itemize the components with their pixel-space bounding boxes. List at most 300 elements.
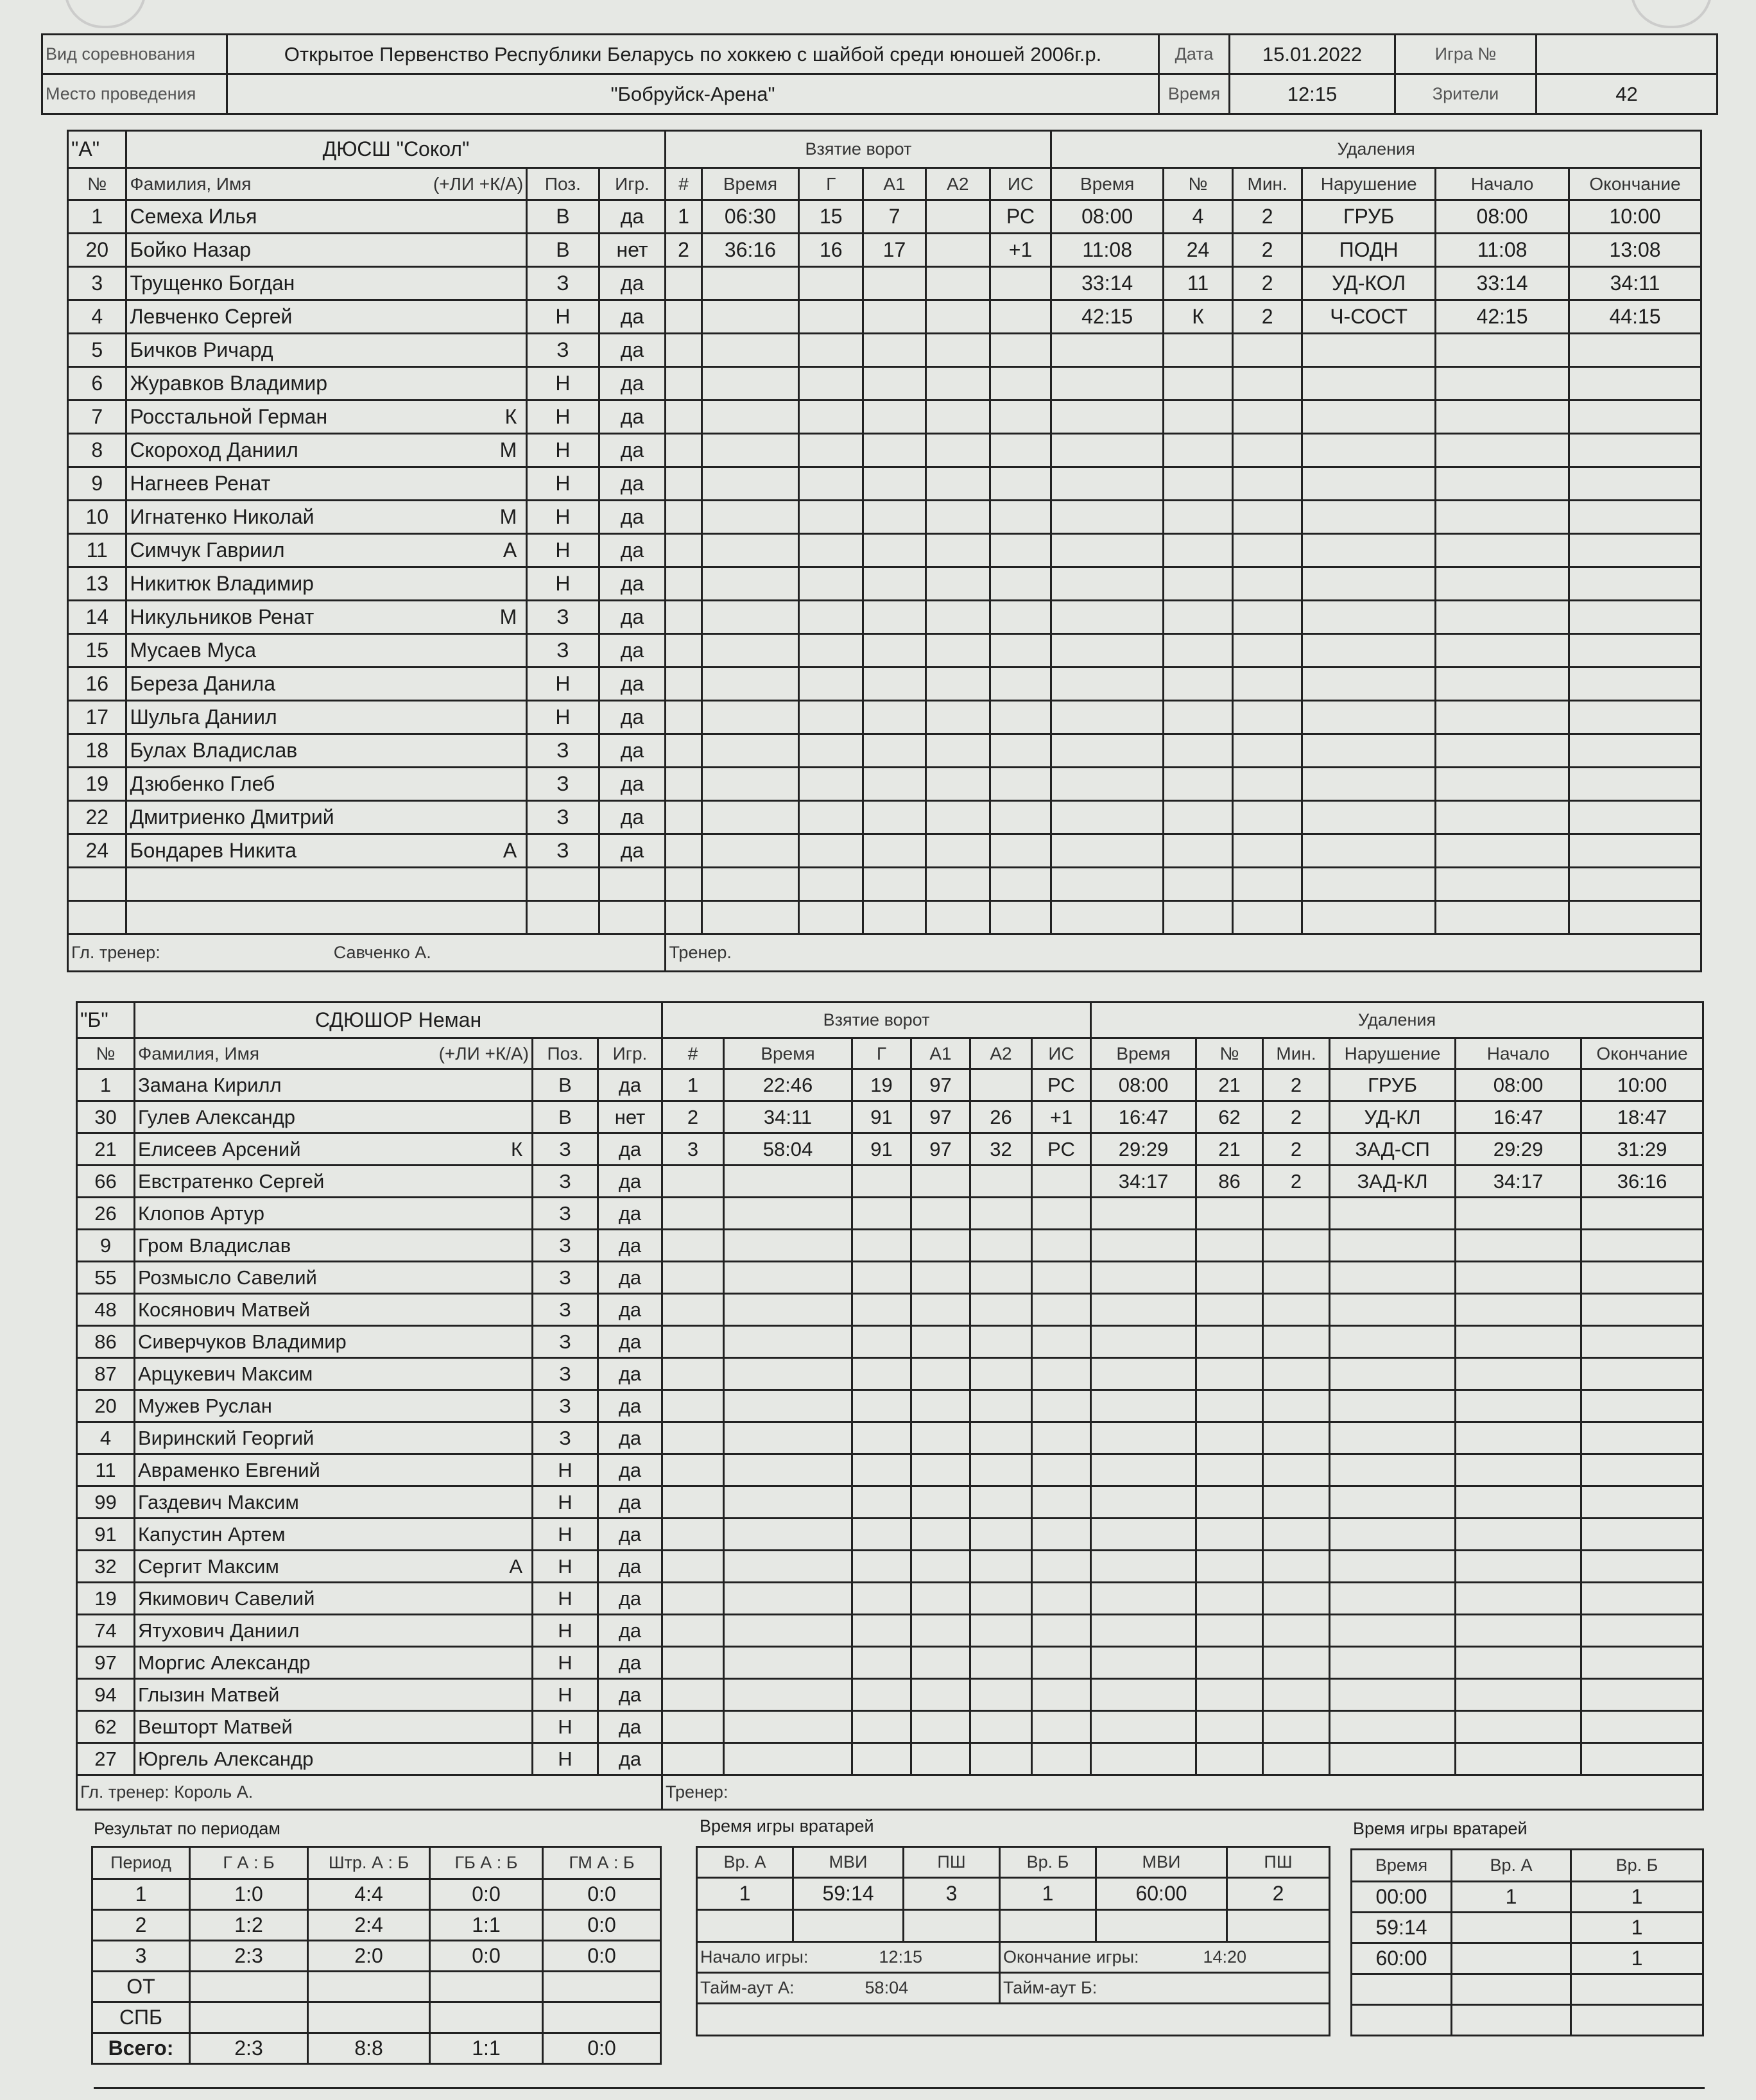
empty-cell [863, 834, 926, 868]
pen-time-header: Время [1091, 1038, 1196, 1069]
empty-cell [1352, 2005, 1452, 2036]
period-value: 1:1 [430, 2033, 543, 2064]
player-plays: да [598, 1711, 662, 1743]
player-number: 30 [77, 1101, 135, 1133]
empty-cell [724, 1358, 852, 1390]
empty-cell [1581, 1198, 1703, 1230]
empty-cell [1436, 634, 1569, 667]
empty-cell [1569, 768, 1701, 801]
table-row [1352, 1913, 1703, 1943]
pen-end-header: Окончание [1581, 1038, 1703, 1069]
empty-cell [990, 601, 1051, 634]
player-name: Шульга Даниил [130, 705, 277, 728]
empty-cell [863, 634, 926, 667]
player-name: Росстальной Герман [130, 405, 328, 428]
player-name-cell [126, 334, 527, 367]
empty-cell [1263, 1519, 1330, 1551]
penalty-start: 42:15 [1436, 300, 1569, 334]
penalty-start: 34:17 [1456, 1166, 1581, 1198]
player-position: Н [527, 534, 599, 567]
penalty-no: 24 [1163, 234, 1232, 267]
table-row [92, 2002, 661, 2033]
empty-cell [911, 1326, 970, 1358]
player-number: 14 [68, 601, 126, 634]
table-row [77, 1615, 1703, 1647]
empty-cell [1233, 667, 1302, 701]
player-number: 1 [68, 200, 126, 234]
empty-cell [1091, 1711, 1196, 1743]
player-position: Н [533, 1615, 598, 1647]
empty-cell [1051, 434, 1164, 467]
empty-cell [799, 567, 863, 601]
empty-cell [1569, 434, 1701, 467]
player-number: 66 [77, 1166, 135, 1198]
team-b-name: СДЮШОР Неман [135, 1003, 662, 1038]
goal-is: +1 [990, 234, 1051, 267]
player-position: Н [527, 367, 599, 400]
timeout-b-cell [1000, 1973, 1330, 2004]
empty-cell [911, 1262, 970, 1294]
player-plays: да [598, 1519, 662, 1551]
empty-cell [1330, 1743, 1456, 1775]
empty-cell [852, 1294, 911, 1326]
table-row [77, 1133, 1703, 1166]
empty-cell [1263, 1679, 1330, 1711]
empty-cell [1032, 1519, 1091, 1551]
col-play-header: Игр. [598, 1038, 662, 1069]
pen-end-header: Окончание [1569, 168, 1701, 200]
player-plays: да [599, 400, 666, 434]
empty-cell [1302, 434, 1436, 467]
empty-cell [925, 701, 990, 734]
col-name-label: Фамилия, Имя [138, 1043, 259, 1063]
empty-cell [799, 901, 863, 934]
player-name-cell [135, 1390, 533, 1422]
player-position: Н [533, 1647, 598, 1679]
player-name: Бойко Назар [130, 238, 252, 261]
goal-a2-header: А2 [970, 1038, 1032, 1069]
table-row [68, 801, 1701, 834]
penalty-time: 16:47 [1091, 1101, 1196, 1133]
empty-cell [911, 1711, 970, 1743]
pen-no-header: № [1163, 168, 1232, 200]
period-label: СПБ [92, 2002, 190, 2033]
player-plays: нет [598, 1101, 662, 1133]
empty-cell [1456, 1262, 1581, 1294]
empty-cell [1032, 1583, 1091, 1615]
team-a-name: ДЮСШ "Сокол" [126, 131, 666, 168]
player-position: З [533, 1390, 598, 1422]
periods-header-cell: ГМ А : Б [543, 1847, 661, 1879]
goal-scorer-header: Г [799, 168, 863, 200]
empty-cell [799, 734, 863, 768]
penalty-no: 86 [1196, 1166, 1263, 1198]
empty-cell [1302, 367, 1436, 400]
player-name: Левченко Сергей [130, 305, 293, 328]
penalty-time: 08:00 [1091, 1069, 1196, 1101]
penalty-infr: ГРУБ [1302, 200, 1436, 234]
table-row [77, 1294, 1703, 1326]
empty-cell [1330, 1551, 1456, 1583]
table-row [68, 768, 1701, 801]
empty-cell [1436, 701, 1569, 734]
empty-cell [662, 1583, 724, 1615]
team-a-head-coach-name: Савченко А. [333, 943, 431, 962]
table-row [77, 1647, 1703, 1679]
empty-cell [1456, 1326, 1581, 1358]
player-number: 74 [77, 1615, 135, 1647]
empty-cell [990, 467, 1051, 501]
empty-cell [970, 1583, 1032, 1615]
empty-cell [1452, 1974, 1571, 2005]
game-no-value [1536, 35, 1717, 74]
player-plays: да [599, 467, 666, 501]
player-plays: да [598, 1679, 662, 1711]
empty-cell [1263, 1454, 1330, 1486]
player-name: Моргис Александр [138, 1651, 311, 1674]
empty-cell [990, 634, 1051, 667]
empty-cell [1196, 1647, 1263, 1679]
penalty-infr: Ч-СОСТ [1302, 300, 1436, 334]
goalie-times-value: 60:00 [1352, 1943, 1452, 1974]
empty-cell [1581, 1390, 1703, 1422]
player-name: Авраменко Евгений [138, 1458, 320, 1481]
table-row [68, 334, 1701, 367]
table-row [68, 534, 1701, 567]
empty-cell [799, 434, 863, 467]
empty-cell [1581, 1679, 1703, 1711]
player-number: 20 [68, 234, 126, 267]
empty-cell [1436, 667, 1569, 701]
empty-cell [799, 534, 863, 567]
empty-cell [1091, 1230, 1196, 1262]
team-a-table [67, 130, 1702, 972]
team-a-coach-cell [68, 934, 666, 972]
goal-g: 19 [852, 1069, 911, 1101]
player-plays: да [599, 501, 666, 534]
empty-cell [1581, 1519, 1703, 1551]
player-position: З [533, 1326, 598, 1358]
empty-cell [990, 534, 1051, 567]
player-name: Сергит Максим [138, 1554, 279, 1578]
goal-a1-header: А1 [911, 1038, 970, 1069]
empty-cell [666, 868, 702, 901]
goal-a1-header: А1 [863, 168, 926, 200]
empty-cell [68, 868, 126, 901]
empty-cell [1051, 834, 1164, 868]
pen-time-header: Время [1051, 168, 1164, 200]
empty-cell [863, 768, 926, 801]
empty-cell [724, 1711, 852, 1743]
player-plays: да [599, 701, 666, 734]
empty-cell [666, 501, 702, 534]
empty-cell [702, 868, 799, 901]
empty-cell [724, 1583, 852, 1615]
empty-cell [666, 834, 702, 868]
empty-cell [799, 334, 863, 367]
empty-cell [852, 1679, 911, 1711]
period-value [430, 1972, 543, 2002]
empty-cell [1196, 1422, 1263, 1454]
penalty-time: 11:08 [1051, 234, 1164, 267]
empty-cell [1302, 601, 1436, 634]
col-role-label: (+ЛИ +К/А) [438, 1043, 529, 1063]
player-name: Ятухович Даниил [138, 1619, 300, 1642]
empty-cell [970, 1294, 1032, 1326]
empty-cell [1569, 501, 1701, 534]
empty-cell [970, 1743, 1032, 1775]
team-a-tag: "А" [68, 131, 126, 168]
empty-cell [925, 367, 990, 400]
empty-cell [1330, 1358, 1456, 1390]
player-plays: да [598, 1198, 662, 1230]
empty-cell [1233, 801, 1302, 834]
periods-header-row [92, 1847, 661, 1879]
player-name-cell [135, 1519, 533, 1551]
empty-cell [799, 634, 863, 667]
player-name-cell [126, 534, 527, 567]
empty-cell [925, 501, 990, 534]
goal-n: 2 [666, 234, 702, 267]
empty-cell [1456, 1294, 1581, 1326]
player-position: Н [527, 467, 599, 501]
empty-cell [724, 1486, 852, 1519]
empty-cell [852, 1583, 911, 1615]
empty-cell [1051, 334, 1164, 367]
empty-cell [1452, 2005, 1571, 2036]
periods-header-cell: Г А : Б [190, 1847, 308, 1879]
empty-cell [799, 367, 863, 400]
player-name-cell [135, 1711, 533, 1743]
empty-cell [702, 734, 799, 768]
penalty-no: 4 [1163, 200, 1232, 234]
empty-cell [1581, 1294, 1703, 1326]
table-row [68, 367, 1701, 400]
empty-cell [666, 734, 702, 768]
table-row [92, 2033, 661, 2064]
player-number: 94 [77, 1679, 135, 1711]
empty-cell [724, 1422, 852, 1454]
empty-cell [1456, 1583, 1581, 1615]
player-position: З [533, 1166, 598, 1198]
empty-cell [1436, 501, 1569, 534]
empty-cell [1330, 1486, 1456, 1519]
empty-cell [1569, 334, 1701, 367]
empty-cell [970, 1711, 1032, 1743]
goal-is: РС [1032, 1069, 1091, 1101]
goalies-header-cell: Вр. Б [1000, 1847, 1096, 1878]
player-name-cell [126, 601, 527, 634]
player-number: 8 [68, 434, 126, 467]
empty-cell [1032, 1679, 1091, 1711]
empty-cell [925, 667, 990, 701]
empty-cell [1330, 1454, 1456, 1486]
player-plays: да [599, 834, 666, 868]
empty-cell [911, 1390, 970, 1422]
penalty-min: 2 [1263, 1101, 1330, 1133]
penalty-end: 10:00 [1581, 1069, 1703, 1101]
player-position: З [533, 1422, 598, 1454]
empty-cell [1091, 1358, 1196, 1390]
player-position: В [527, 200, 599, 234]
empty-cell [911, 1551, 970, 1583]
goal-time-header: Время [702, 168, 799, 200]
penalty-time: 08:00 [1051, 200, 1164, 234]
player-name-cell [135, 1647, 533, 1679]
empty-cell [1163, 868, 1232, 901]
player-position: Н [527, 701, 599, 734]
player-name-cell [135, 1358, 533, 1390]
goalies-header-row [697, 1847, 1330, 1878]
period-value: 0:0 [430, 1879, 543, 1910]
empty-cell [990, 400, 1051, 434]
player-name: Трущенко Богдан [130, 271, 295, 295]
empty-cell [702, 567, 799, 601]
empty-cell [925, 734, 990, 768]
player-number: 48 [77, 1294, 135, 1326]
empty-cell [1436, 367, 1569, 400]
empty-cell [799, 501, 863, 534]
empty-cell [799, 834, 863, 868]
empty-cell [666, 434, 702, 467]
empty-cell [925, 300, 990, 334]
periods-header-cell: ГБ А : Б [430, 1847, 543, 1879]
empty-cell [702, 534, 799, 567]
player-position: Н [533, 1486, 598, 1519]
player-name: Якимович Савелий [138, 1587, 315, 1610]
empty-cell [852, 1615, 911, 1647]
player-name-cell [126, 434, 527, 467]
player-number: 21 [77, 1133, 135, 1166]
empty-cell [925, 901, 990, 934]
empty-cell [724, 1615, 852, 1647]
player-name: Дмитриенко Дмитрий [130, 805, 334, 829]
player-name: Гром Владислав [138, 1234, 291, 1257]
empty-cell [1233, 834, 1302, 868]
goal-a1: 17 [863, 234, 926, 267]
empty-cell [1581, 1262, 1703, 1294]
empty-cell [702, 634, 799, 667]
player-position: Н [527, 400, 599, 434]
empty-cell [1163, 334, 1232, 367]
empty-cell [925, 434, 990, 467]
table-row [68, 200, 1701, 234]
table-row [77, 1486, 1703, 1519]
period-value [543, 1972, 661, 2002]
empty-cell [1302, 768, 1436, 801]
empty-cell [990, 367, 1051, 400]
empty-cell [1569, 667, 1701, 701]
empty-cell [724, 1679, 852, 1711]
empty-cell [1569, 601, 1701, 634]
goal-g: 15 [799, 200, 863, 234]
empty-cell [662, 1262, 724, 1294]
table-row [68, 634, 1701, 667]
empty-cell [1196, 1390, 1263, 1422]
table-row [77, 1358, 1703, 1390]
player-name-cell [135, 1101, 533, 1133]
empty-cell [724, 1166, 852, 1198]
penalty-start: 08:00 [1456, 1069, 1581, 1101]
empty-cell [863, 901, 926, 934]
empty-cell [527, 901, 599, 934]
player-plays: да [598, 1551, 662, 1583]
player-plays: да [599, 300, 666, 334]
player-plays: да [598, 1743, 662, 1775]
empty-cell [666, 768, 702, 801]
empty-cell [1233, 701, 1302, 734]
penalty-infr: ГРУБ [1330, 1069, 1456, 1101]
goalies-table [696, 1846, 1330, 2036]
empty-cell [1051, 567, 1164, 601]
player-position: В [533, 1069, 598, 1101]
empty-cell [799, 768, 863, 801]
empty-cell [724, 1551, 852, 1583]
empty-cell [1091, 1262, 1196, 1294]
empty-cell [1330, 1262, 1456, 1294]
goal-a2 [925, 200, 990, 234]
player-role: А [503, 839, 517, 862]
player-name-cell [135, 1551, 533, 1583]
empty-cell [724, 1294, 852, 1326]
empty-cell [1581, 1583, 1703, 1615]
table-row [77, 1743, 1703, 1775]
player-number: 6 [68, 367, 126, 400]
empty-cell [702, 834, 799, 868]
empty-cell [799, 267, 863, 300]
penalty-min: 2 [1233, 234, 1302, 267]
table-row [77, 1166, 1703, 1198]
empty-cell [1091, 1390, 1196, 1422]
player-number: 1 [77, 1069, 135, 1101]
player-name: Евстратенко Сергей [138, 1169, 325, 1192]
goalies-title: Время игры вратарей [700, 1816, 874, 1836]
goalie-times-header-cell: Вр. А [1452, 1850, 1571, 1882]
empty-cell [925, 567, 990, 601]
empty-cell [1163, 701, 1232, 734]
empty-cell [1302, 801, 1436, 834]
empty-cell [666, 400, 702, 434]
empty-cell [1196, 1583, 1263, 1615]
team-a-assistant-coach: Тренер. [666, 934, 1701, 972]
empty-cell [970, 1454, 1032, 1486]
player-name-cell [135, 1486, 533, 1519]
empty-cell [702, 367, 799, 400]
goalies-blank-row [697, 2004, 1330, 2036]
player-name-cell [135, 1198, 533, 1230]
table-row [68, 567, 1701, 601]
player-position: В [533, 1101, 598, 1133]
empty-cell [852, 1166, 911, 1198]
penalty-start: 08:00 [1436, 200, 1569, 234]
empty-cell [1032, 1615, 1091, 1647]
table-row [68, 234, 1701, 267]
next-section-edge [94, 2087, 1705, 2100]
empty-cell [863, 467, 926, 501]
empty-cell [1163, 467, 1232, 501]
goalie-times-table [1350, 1848, 1704, 2036]
empty-cell [990, 768, 1051, 801]
table-row [77, 1583, 1703, 1615]
empty-cell [1581, 1647, 1703, 1679]
table-row [1352, 1882, 1703, 1913]
player-plays: да [599, 667, 666, 701]
goal-is-header: ИС [1032, 1038, 1091, 1069]
goal-g: 91 [852, 1133, 911, 1166]
empty-cell [925, 534, 990, 567]
periods-header-cell: Период [92, 1847, 190, 1879]
empty-cell [911, 1358, 970, 1390]
